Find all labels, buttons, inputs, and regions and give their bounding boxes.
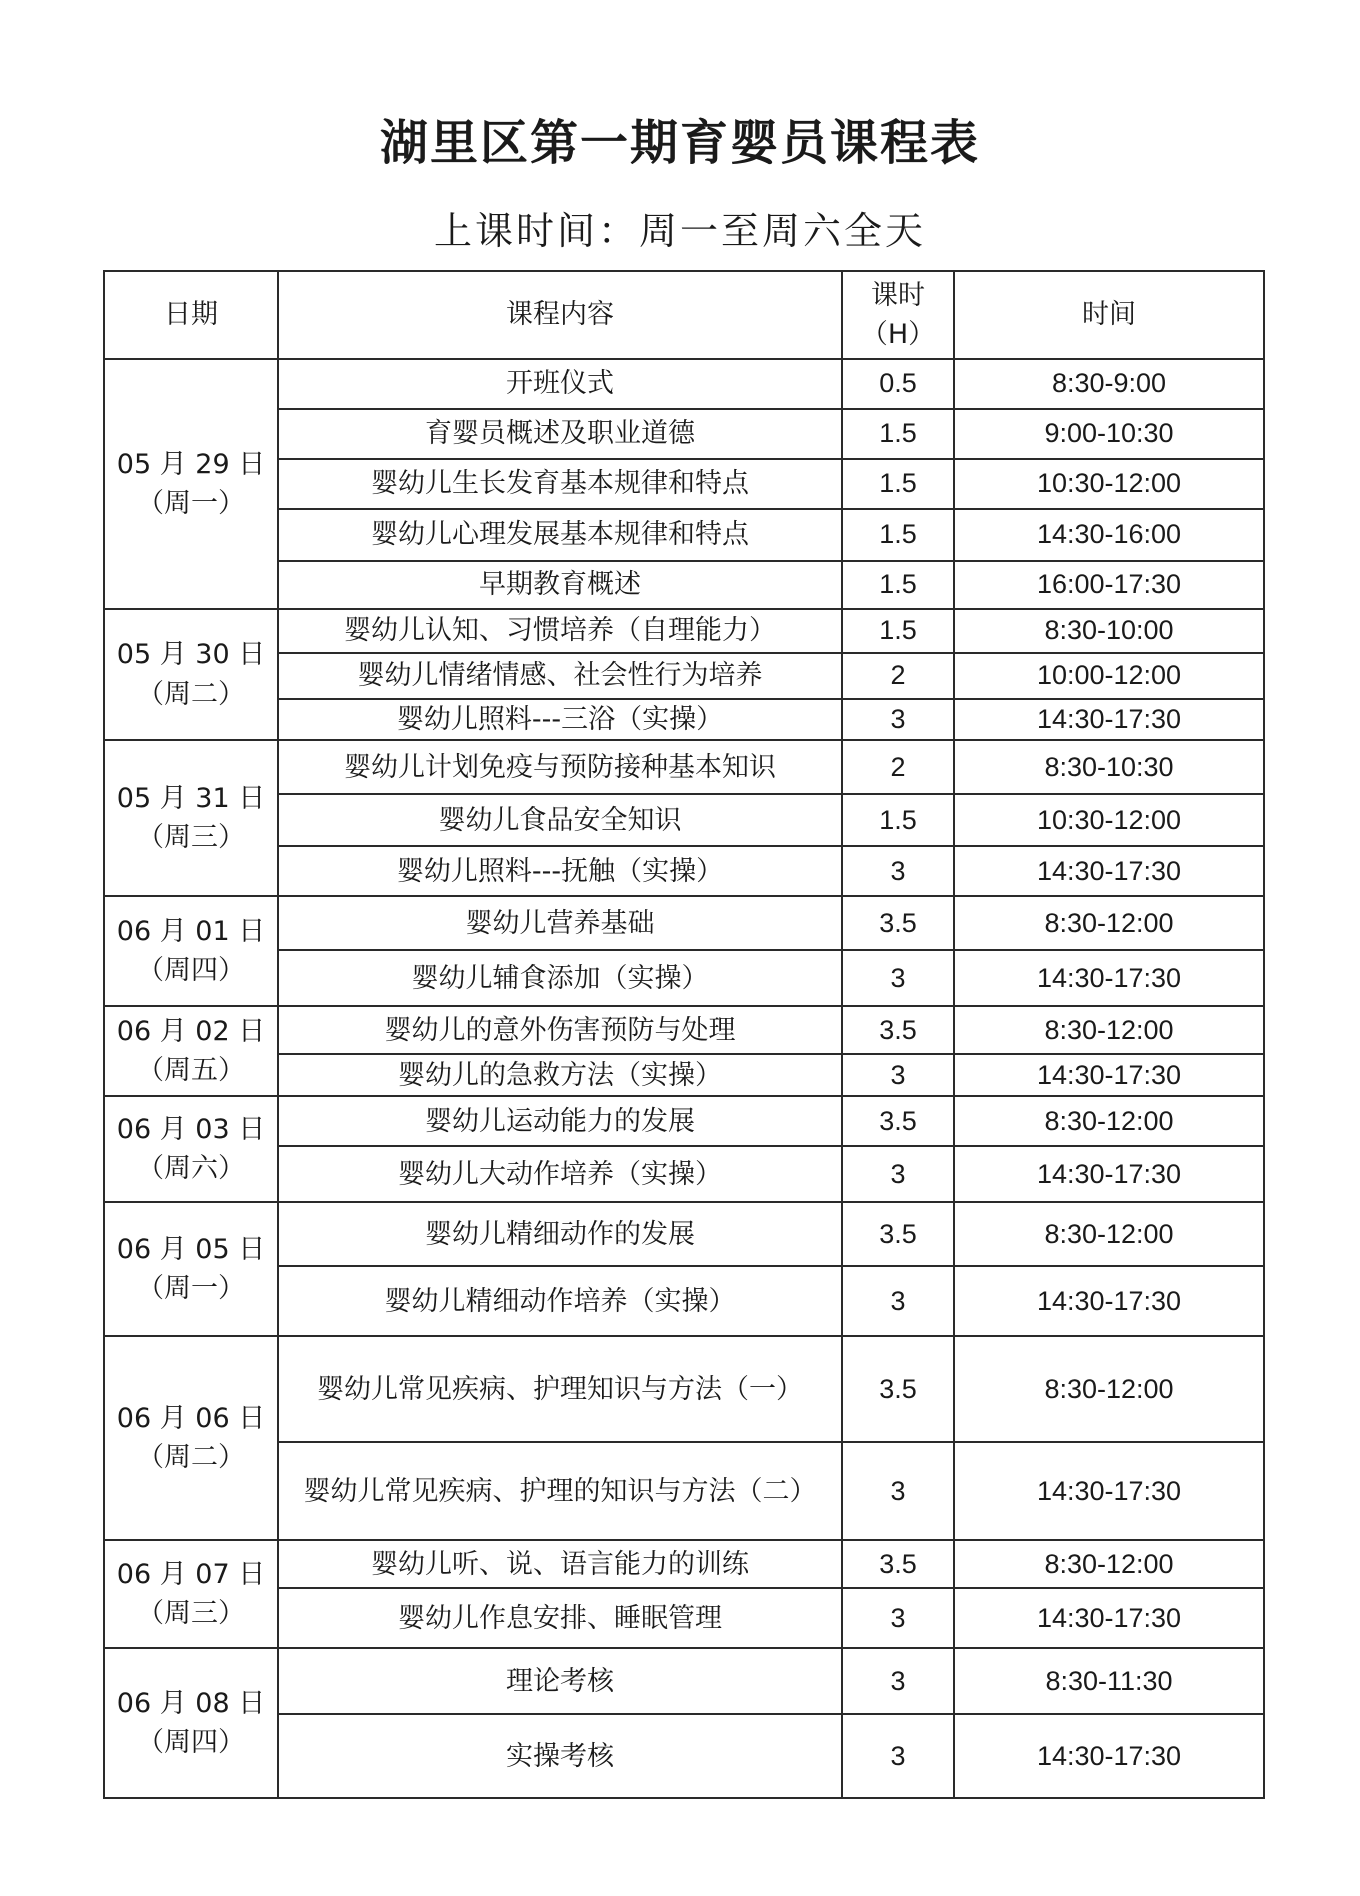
date-cell: [104, 1006, 278, 1096]
hours-cell: 3: [842, 1648, 954, 1714]
hours-cell: 3: [842, 699, 954, 740]
weekday-label: （周四）: [137, 1727, 245, 1759]
course-content-cell: 婴幼儿听、说、语言能力的训练: [278, 1540, 842, 1588]
hours-cell: 3: [842, 1266, 954, 1336]
weekday-label: （周二）: [137, 678, 245, 710]
table-row: [104, 459, 1264, 509]
table-row: [104, 1588, 1264, 1648]
weekday-label: （周五）: [137, 1055, 245, 1087]
hours-cell: 3: [842, 846, 954, 896]
time-cell: 14:30-17:30: [954, 1266, 1264, 1336]
hours-cell: 2: [842, 740, 954, 794]
time-cell: 8:30-12:00: [954, 1202, 1264, 1266]
date-label: 06 月 08 日: [116, 1688, 266, 1719]
table-row: [104, 359, 1264, 409]
hours-cell: 1.5: [842, 794, 954, 846]
course-content-cell: 婴幼儿大动作培养（实操）: [278, 1146, 842, 1202]
date-cell: [104, 1202, 278, 1336]
hours-cell: 2: [842, 653, 954, 699]
table-row: [104, 653, 1264, 699]
time-cell: 9:00-10:30: [954, 409, 1264, 459]
date-label: 06 月 03 日: [116, 1114, 266, 1145]
table-row: [104, 896, 1264, 950]
table-row: [104, 1540, 1264, 1588]
page-title: 湖里区第一期育婴员课程表: [379, 115, 980, 171]
date-label: 06 月 05 日: [116, 1234, 266, 1265]
course-content-cell: 婴幼儿计划免疫与预防接种基本知识: [278, 740, 842, 794]
time-cell: 14:30-17:30: [954, 1146, 1264, 1202]
time-cell: 8:30-12:00: [954, 1336, 1264, 1442]
schedule-table: [103, 270, 1265, 1799]
date-cell: [104, 1096, 278, 1202]
table-row: [104, 1714, 1264, 1798]
header-date: 日期: [104, 271, 278, 359]
time-cell: 10:30-12:00: [954, 794, 1264, 846]
table-row: [104, 609, 1264, 653]
table-row: [104, 1006, 1264, 1054]
time-cell: 10:00-12:00: [954, 653, 1264, 699]
hours-cell: 1.5: [842, 561, 954, 609]
table-row: [104, 561, 1264, 609]
weekday-label: （周一）: [137, 488, 245, 519]
date-cell: [104, 896, 278, 1006]
hours-cell: 3: [842, 1588, 954, 1648]
course-content-cell: 育婴员概述及职业道德: [278, 409, 842, 459]
hours-cell: 0.5: [842, 359, 954, 409]
time-cell: 8:30-10:30: [954, 740, 1264, 794]
hours-cell: 3.5: [842, 1336, 954, 1442]
time-cell: 14:30-17:30: [954, 1588, 1264, 1648]
hours-cell: 1.5: [842, 409, 954, 459]
date-label: 06 月 01 日: [116, 916, 266, 947]
table-row: [104, 794, 1264, 846]
course-content-cell: 婴幼儿生长发育基本规律和特点: [278, 459, 842, 509]
weekday-label: （周二）: [137, 1442, 245, 1474]
time-cell: 16:00-17:30: [954, 561, 1264, 609]
table-row: [104, 1442, 1264, 1540]
table-row: [104, 1266, 1264, 1336]
course-content-cell: 婴幼儿的意外伤害预防与处理: [278, 1006, 842, 1054]
weekday-label: （周三）: [137, 1598, 245, 1630]
date-cell: [104, 609, 278, 740]
hours-cell: 3: [842, 950, 954, 1006]
header-hours-line1: 课时: [871, 279, 925, 311]
header-row: [104, 271, 1264, 359]
date-label: 06 月 07 日: [116, 1559, 266, 1590]
course-content-cell: 开班仪式: [278, 359, 842, 409]
header-hours-line2: （H）: [860, 319, 936, 350]
time-cell: 8:30-11:30: [954, 1648, 1264, 1714]
date-cell: [104, 1336, 278, 1540]
table-row: [104, 699, 1264, 740]
weekday-label: （周三）: [137, 822, 245, 854]
hours-cell: 1.5: [842, 459, 954, 509]
course-content-cell: 早期教育概述: [278, 561, 842, 609]
course-content-cell: 婴幼儿照料---抚触（实操）: [278, 846, 842, 896]
hours-cell: 3.5: [842, 1096, 954, 1146]
course-content-cell: 婴幼儿的急救方法（实操）: [278, 1054, 842, 1096]
table-row: [104, 846, 1264, 896]
table-row: [104, 1648, 1264, 1714]
course-content-cell: 婴幼儿照料---三浴（实操）: [278, 699, 842, 740]
course-content-cell: 婴幼儿精细动作培养（实操）: [278, 1266, 842, 1336]
course-content-cell: 婴幼儿辅食添加（实操）: [278, 950, 842, 1006]
table-row: [104, 950, 1264, 1006]
course-content-cell: 婴幼儿食品安全知识: [278, 794, 842, 846]
table-row: [104, 740, 1264, 794]
hours-cell: 3: [842, 1054, 954, 1096]
table-row: [104, 409, 1264, 459]
date-cell: [104, 740, 278, 896]
date-cell: [104, 1648, 278, 1798]
time-cell: 14:30-17:30: [954, 1442, 1264, 1540]
time-cell: 8:30-10:00: [954, 609, 1264, 653]
time-cell: 8:30-12:00: [954, 1006, 1264, 1054]
hours-cell: 3.5: [842, 1202, 954, 1266]
weekday-label: （周四）: [137, 955, 245, 987]
course-content-cell: 婴幼儿常见疾病、护理的知识与方法（二）: [278, 1442, 842, 1540]
weekday-label: （周一）: [137, 1273, 245, 1305]
time-cell: 14:30-17:30: [954, 1714, 1264, 1798]
table-row: [104, 1146, 1264, 1202]
time-cell: 8:30-12:00: [954, 1540, 1264, 1588]
course-content-cell: 实操考核: [278, 1714, 842, 1798]
course-content-cell: 理论考核: [278, 1648, 842, 1714]
date-cell: [104, 359, 278, 609]
hours-cell: 3.5: [842, 1540, 954, 1588]
time-cell: 14:30-17:30: [954, 950, 1264, 1006]
date-cell: [104, 1540, 278, 1648]
time-cell: 14:30-17:30: [954, 846, 1264, 896]
course-content-cell: 婴幼儿情绪情感、社会性行为培养: [278, 653, 842, 699]
date-label: 06 月 06 日: [116, 1403, 266, 1434]
time-cell: 8:30-12:00: [954, 1096, 1264, 1146]
table-row: [104, 1336, 1264, 1442]
date-label: 05 月 30 日: [116, 639, 266, 671]
date-label: 05 月 29 日: [116, 448, 266, 480]
page-subtitle: 上课时间：周一至周六全天: [433, 209, 926, 253]
hours-cell: 3.5: [842, 1006, 954, 1054]
date-label: 05 月 31 日: [116, 783, 266, 814]
hours-cell: 1.5: [842, 509, 954, 561]
hours-cell: 3.5: [842, 896, 954, 950]
weekday-label: （周六）: [137, 1153, 245, 1185]
course-content-cell: 婴幼儿心理发展基本规律和特点: [278, 509, 842, 561]
hours-cell: 3: [842, 1442, 954, 1540]
course-content-cell: 婴幼儿常见疾病、护理知识与方法（一）: [278, 1336, 842, 1442]
hours-cell: 3: [842, 1146, 954, 1202]
course-content-cell: 婴幼儿精细动作的发展: [278, 1202, 842, 1266]
header-content: 课程内容: [278, 271, 842, 359]
hours-cell: 1.5: [842, 609, 954, 653]
table-row: [104, 1096, 1264, 1146]
date-label: 06 月 02 日: [116, 1016, 266, 1047]
schedule-body: [104, 359, 1264, 1798]
header-time: 时间: [954, 271, 1264, 359]
table-row: [104, 509, 1264, 561]
course-content-cell: 婴幼儿运动能力的发展: [278, 1096, 842, 1146]
course-content-cell: 婴幼儿营养基础: [278, 896, 842, 950]
time-cell: 14:30-17:30: [954, 1054, 1264, 1096]
course-content-cell: 婴幼儿作息安排、睡眠管理: [278, 1588, 842, 1648]
table-row: [104, 1202, 1264, 1266]
time-cell: 8:30-9:00: [954, 359, 1264, 409]
table-row: [104, 1054, 1264, 1096]
time-cell: 8:30-12:00: [954, 896, 1264, 950]
time-cell: 10:30-12:00: [954, 459, 1264, 509]
course-content-cell: 婴幼儿认知、习惯培养（自理能力）: [278, 609, 842, 653]
time-cell: 14:30-17:30: [954, 699, 1264, 740]
header-hours: [842, 271, 954, 359]
hours-cell: 3: [842, 1714, 954, 1798]
time-cell: 14:30-16:00: [954, 509, 1264, 561]
